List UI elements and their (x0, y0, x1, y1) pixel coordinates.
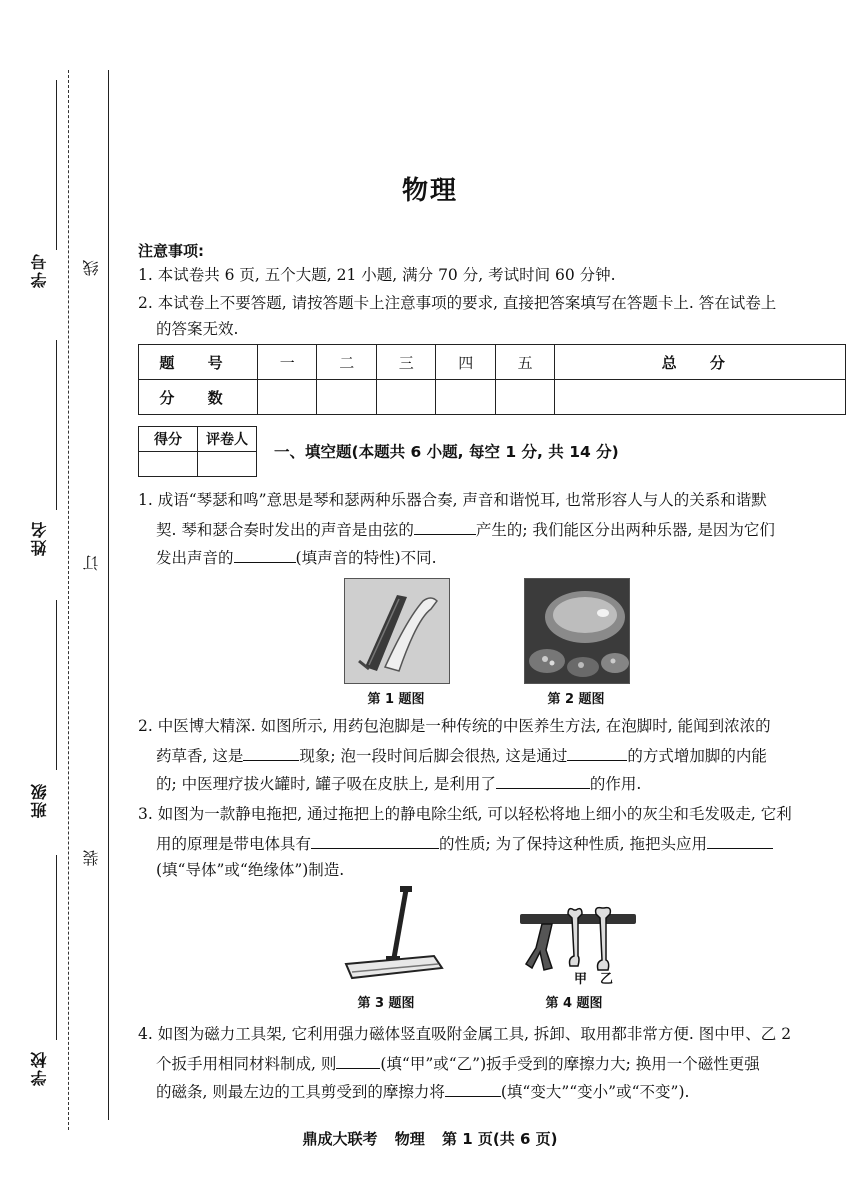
q4-text: (填“变大”“变小”或“不变”). (500, 1083, 690, 1101)
q4-blank-2[interactable] (445, 1078, 501, 1097)
q2-text: 现象; 泡一段时间后脚会很热, 这是通过 (299, 747, 568, 765)
q4-text: 的磁条, 则最左边的工具剪受到的摩擦力将 (156, 1083, 445, 1101)
section-header: 一 (258, 345, 317, 380)
q2-blank-2[interactable] (567, 742, 627, 761)
q3-line (156, 830, 860, 856)
q4-line (156, 1078, 860, 1104)
q1-text: (填声音的特性)不同. (295, 549, 437, 567)
q1-line (156, 516, 860, 542)
foot-bath-illustration (525, 579, 629, 683)
name-field[interactable] (56, 340, 57, 510)
q3-line: (填“导体”或“绝缘体”)制造. (156, 861, 345, 879)
cut-mark-seal: 装 (82, 850, 101, 866)
section-header: 三 (376, 345, 435, 380)
page-footer (0, 1128, 860, 1149)
q3-text: 的性质; 为了保持这种性质, 拖把头应用 (439, 835, 708, 853)
student-id-label: 学号 (30, 252, 49, 288)
section-header: 二 (317, 345, 376, 380)
q1-line (156, 544, 860, 570)
q1-line: 1. 成语“琴瑟和鸣”意思是琴和瑟两种乐器合奏, 声音和谐悦耳, 也常形容人与人的关系和谐默 (138, 491, 767, 509)
school-label: 学校 (30, 1050, 49, 1086)
q4-line (156, 1050, 860, 1076)
score-cell[interactable] (495, 380, 554, 415)
figure-1-caption: 第 1 题图 (367, 692, 425, 707)
q2-text: 的作用. (589, 775, 642, 793)
q1-text: 产生的; 我们能区分出两种乐器, 是因为它们 (475, 521, 775, 539)
grader-score-label: 得分 (139, 427, 198, 452)
cut-mark-bind: 订 (82, 555, 101, 571)
figure-2-image (524, 578, 630, 684)
section-header: 四 (436, 345, 495, 380)
q2-blank-1[interactable] (243, 742, 299, 761)
note-item: 1. 本试卷共 6 页, 五个大题, 21 小题, 满分 70 分, 考试时间 60 分钟. (138, 266, 616, 284)
score-cell[interactable] (555, 380, 846, 415)
page-title: 物理 (401, 176, 458, 206)
footer-page-number: 第 1 页(共 6 页) (442, 1130, 558, 1148)
q2-text: 的; 中医理疗拔火罐时, 罐子吸在皮肤上, 是利用了 (156, 775, 496, 793)
name-label: 姓名 (30, 520, 49, 556)
grader-name-cell[interactable] (198, 452, 257, 477)
score-row-label: 分 数 (139, 380, 258, 415)
total-header: 总 分 (555, 345, 846, 380)
q1-text: 契. 琴和瑟合奏时发出的声音是由弦的 (156, 521, 414, 539)
q2-text: 的方式增加脚的内能 (627, 747, 767, 765)
class-field[interactable] (56, 600, 57, 770)
figure-3-caption: 第 3 题图 (357, 996, 415, 1011)
score-table-score-row (139, 380, 846, 415)
footer-subject: 物理 (394, 1130, 425, 1148)
q1-blank-1[interactable] (414, 516, 476, 535)
figure-4-caption: 第 4 题图 (545, 996, 603, 1011)
score-cell[interactable] (317, 380, 376, 415)
q4-blank-1[interactable] (336, 1050, 380, 1069)
figure-1-image (344, 578, 450, 684)
q3-blank-1[interactable] (311, 830, 439, 849)
score-table (138, 344, 846, 415)
q2-text: 药草香, 这是 (156, 747, 244, 765)
note-item: 的答案无效. (156, 320, 239, 338)
figure-2-caption: 第 2 题图 (547, 692, 605, 707)
margin-cut-line (68, 70, 69, 1130)
qin-instrument-illustration (345, 579, 449, 683)
question-number-header: 题 号 (139, 345, 258, 380)
q2-line: 2. 中医博大精深. 如图所示, 用药包泡脚是一种传统的中医养生方法, 在泡脚时, 能闻到浓浓的 (138, 717, 771, 735)
footer-exam-name: 鼎成大联考 (302, 1130, 378, 1148)
q1-blank-2[interactable] (234, 544, 296, 563)
q3-blank-2[interactable] (707, 830, 773, 849)
wrench-yi-label: 乙 (600, 972, 614, 987)
figure-3-mop-illustration (338, 886, 448, 982)
school-field[interactable] (56, 855, 57, 1040)
student-id-field[interactable] (56, 80, 57, 250)
grader-box (138, 426, 257, 477)
grader-score-cell[interactable] (139, 452, 198, 477)
wrench-jia-label: 甲 (574, 972, 588, 987)
q2-blank-3[interactable] (496, 770, 590, 789)
q3-line: 3. 如图为一款静电拖把, 通过拖把上的静电除尘纸, 可以轻松将地上细小的灰尘和毛发吸走, 它利 (138, 805, 792, 823)
q4-line: 4. 如图为磁力工具架, 它利用强力磁体竖直吸附金属工具, 拆卸、取用都非常方便. 图中甲、乙 2 (138, 1025, 792, 1043)
q2-line (156, 770, 860, 796)
class-label: 班级 (30, 782, 49, 818)
section-1-heading: 一、填空题(本题共 6 小题, 每空 1 分, 共 14 分) (274, 443, 619, 461)
q1-text: 发出声音的 (156, 549, 234, 567)
score-cell[interactable] (436, 380, 495, 415)
score-cell[interactable] (376, 380, 435, 415)
q4-text: (填“甲”或“乙”)扳手受到的摩擦力大; 换用一个磁性更强 (380, 1055, 760, 1073)
cut-mark-line: 线 (82, 260, 101, 276)
section-header: 五 (495, 345, 554, 380)
margin-border-line (108, 70, 109, 1120)
notes-heading: 注意事项: (138, 242, 204, 260)
note-item: 2. 本试卷上不要答题, 请按答题卡上注意事项的要求, 直接把答案填写在答题卡上. 答在试卷上 (138, 294, 777, 312)
q2-line (156, 742, 860, 768)
q4-text: 个扳手用相同材料制成, 则 (156, 1055, 337, 1073)
score-table-header-row (139, 345, 846, 380)
score-cell[interactable] (258, 380, 317, 415)
grader-name-label: 评卷人 (198, 427, 257, 452)
q3-text: 用的原理是带电体具有 (156, 835, 312, 853)
